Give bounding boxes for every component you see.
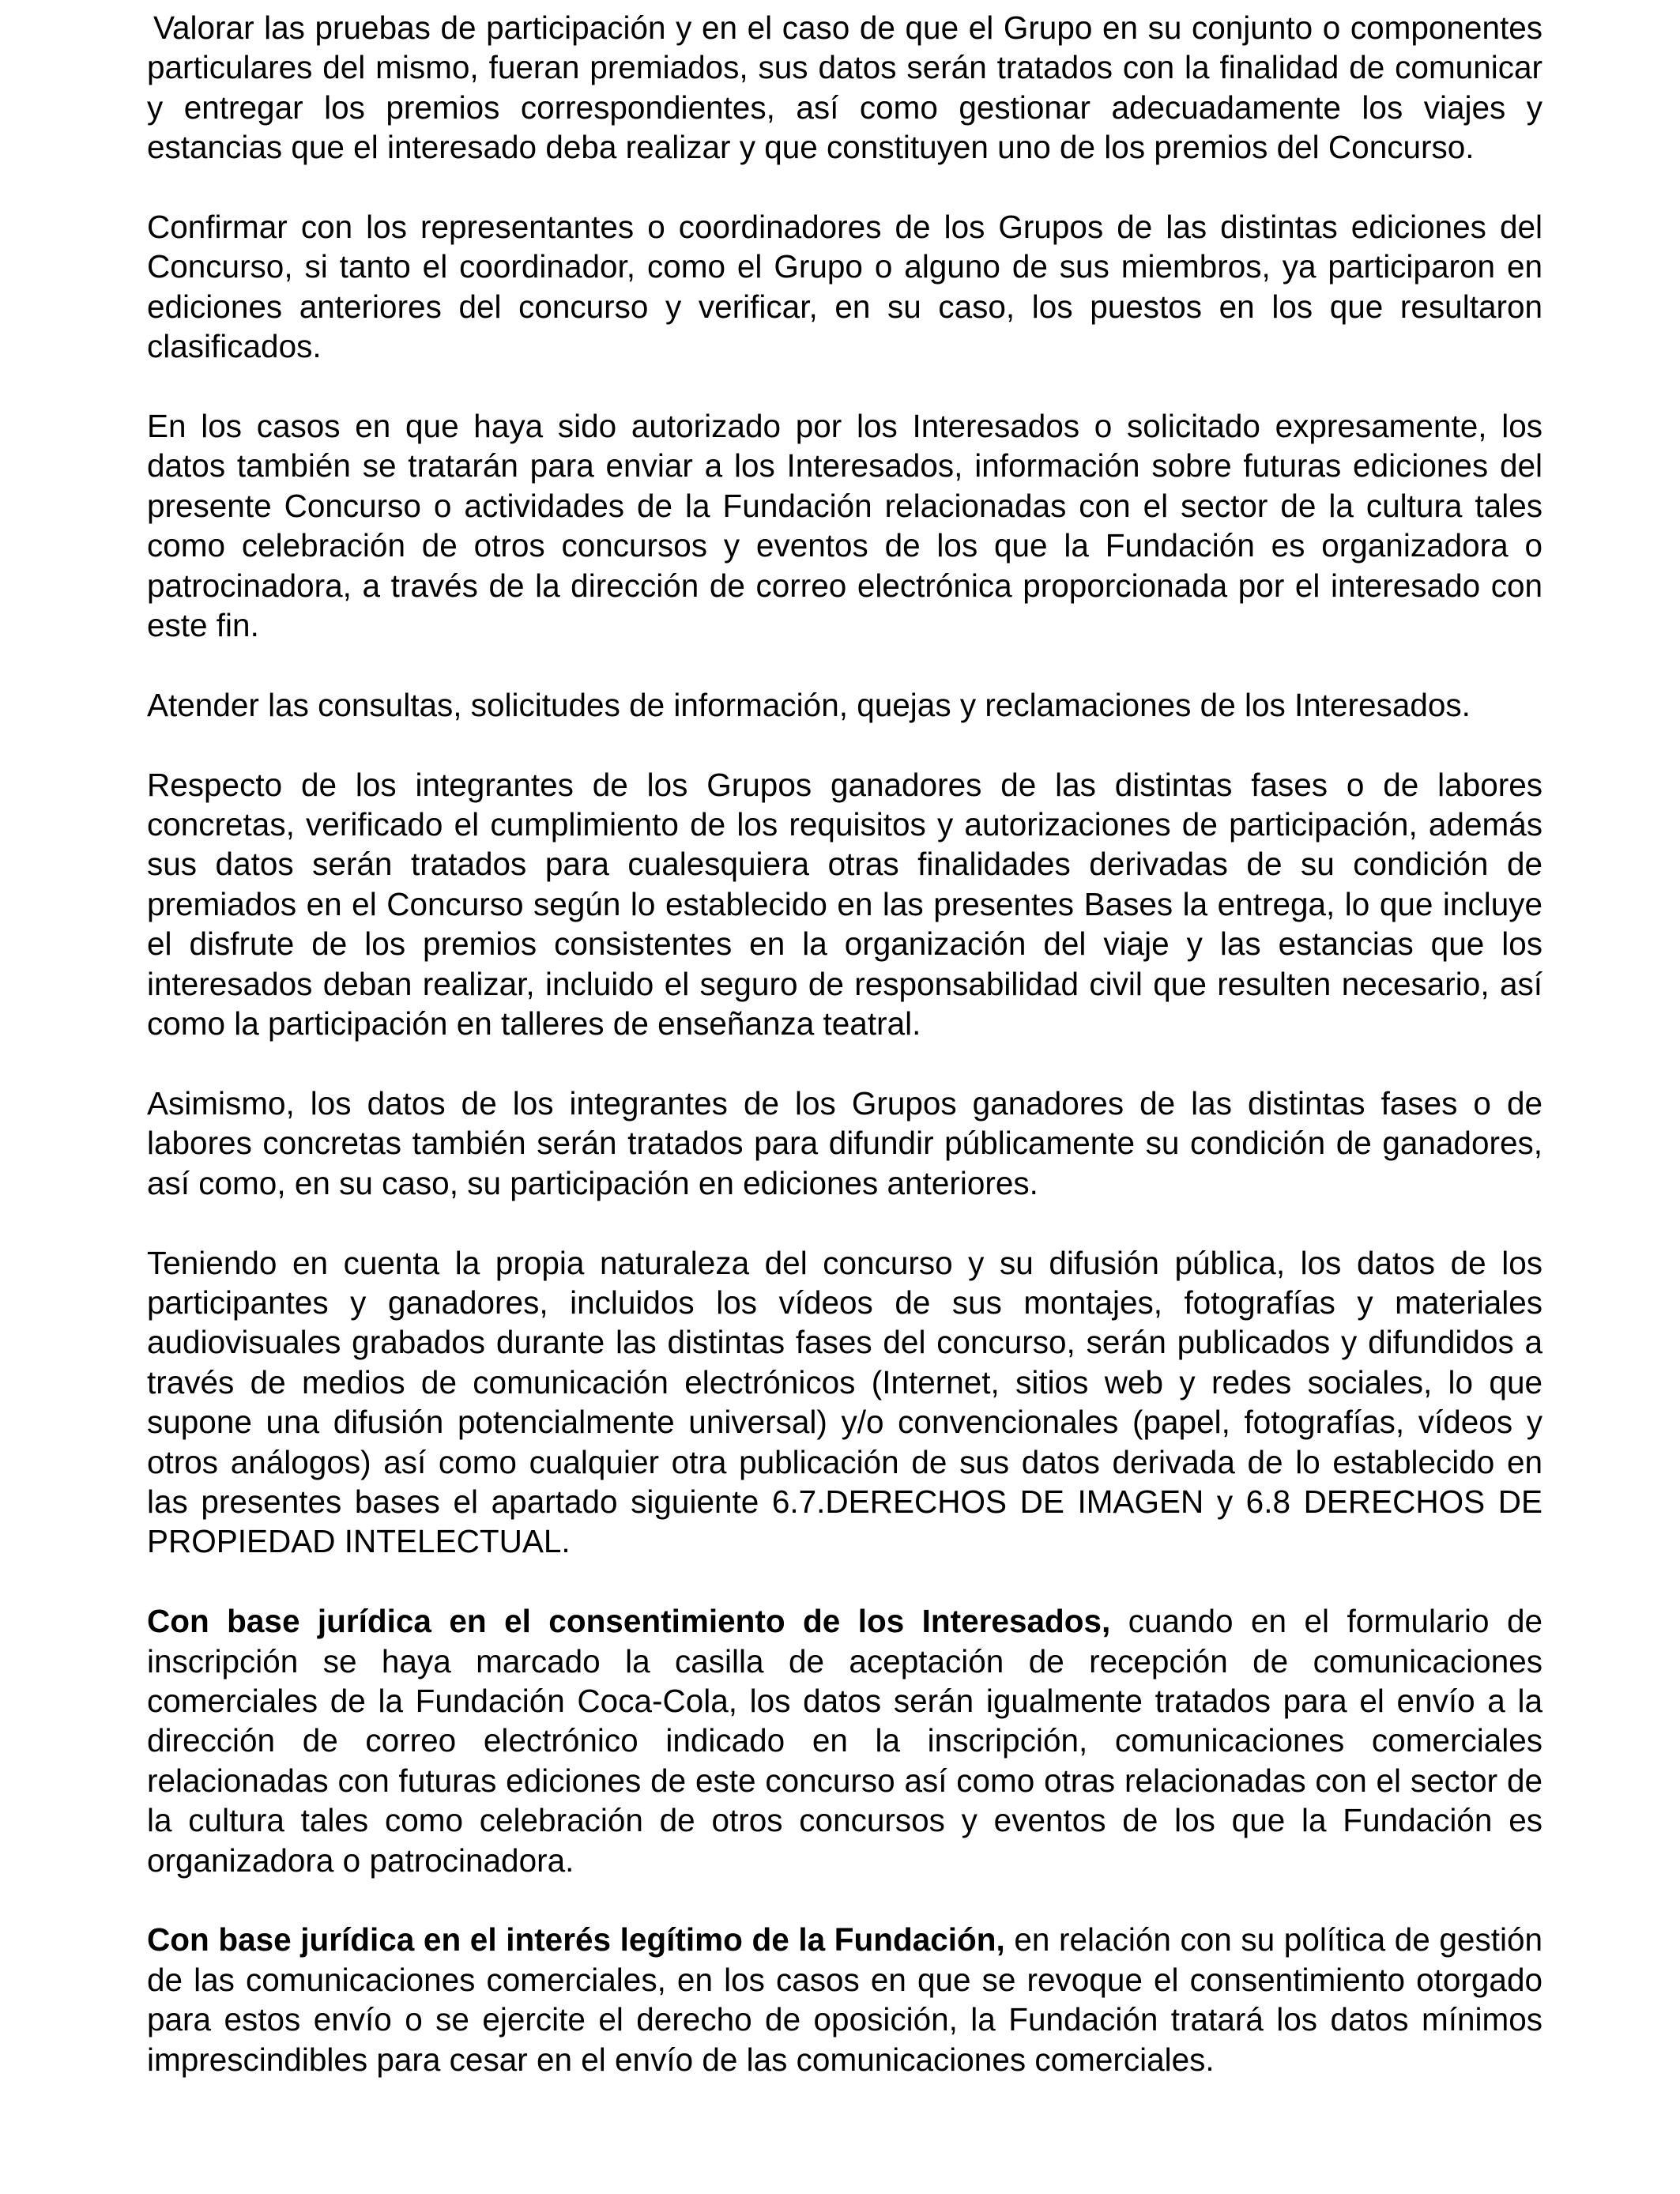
paragraph-lead-bold: Con base jurídica en el consentimiento de los Interesados, <box>147 1603 1111 1640</box>
paragraph-atender-consultas <box>147 685 1543 725</box>
paragraph-text: en relación con su política de gestión de las comunicaciones comerciales, en los casos en que se revoque el consentimiento otorgado para estos envío o se ejercite el derecho de oposición, la Fundación tratará los datos mínimos imprescindibles para cesar en el envío de las comunicaciones comerciales. <box>147 1921 1543 2078</box>
document-page <box>147 8 1543 2079</box>
paragraph-difusion-publica <box>147 1243 1543 1562</box>
paragraph-text: En los casos en que haya sido autorizado por los Interesados o solicitado expresamente, los datos también se tratarán para enviar a los Interesados, información sobre futuras ediciones del presente Concurso o actividades de la Fundación relacionadas con el sector de la cultura tales como celebración de otros concursos y eventos de los que la Fundación es organizadora o patrocinadora, a través de la dirección de correo electrónica proporcionada por el interesado con este fin. <box>147 408 1543 644</box>
paragraph-valorar-pruebas <box>147 8 1543 168</box>
paragraph-base-consentimiento <box>147 1601 1543 1880</box>
paragraph-text: Confirmar con los representantes o coordinadores de los Grupos de las distintas ediciones del Concurso, si tanto el coordinador, como el Grupo o alguno de sus miembros, ya participaron en ediciones anteriores del concurso y verificar, en su caso, los puestos en los que resultaron clasificados. <box>147 209 1543 365</box>
paragraph-text: Teniendo en cuenta la propia naturaleza del concurso y su difusión pública, los datos de los participantes y ganadores, incluidos los vídeos de sus montajes, fotografías y materiales audiovisuales grabados durante las distintas fases del concurso, serán publicados y difundidos a través de medios de comunicación electrónicos (Internet, sitios web y redes sociales, lo que supone una difusión potencialmente universal) y/o convencionales (papel, fotografías, vídeos y otros análogos) así como cualquier otra publicación de sus datos derivada de lo establecido en las presentes bases el apartado siguiente 6.7.DERECHOS DE IMAGEN y 6.8 DERECHOS DE PROPIEDAD INTELECTUAL. <box>147 1244 1543 1560</box>
paragraph-difusion-ganadores <box>147 1084 1543 1203</box>
paragraph-lead-bold: Con base jurídica en el interés legítimo de la Fundación, <box>147 1921 1005 1958</box>
paragraph-text: Valorar las pruebas de participación y en el caso de que el Grupo en su conjunto o componentes particulares del mismo, fueran premiados, sus datos serán tratados con la finalidad de comunicar y entregar los premios correspondientes, así como gestionar adecuadamente los viajes y estancias que el interesado deba realizar y que constituyen uno de los premios del Concurso. <box>147 9 1543 166</box>
paragraph-text: Asimismo, los datos de los integrantes de los Grupos ganadores de las distintas fases o de labores concretas también serán tratados para difundir públicamente su condición de ganadores, así como, en su caso, su participación en ediciones anteriores. <box>147 1084 1543 1201</box>
paragraph-base-interes-legitimo <box>147 1920 1543 2079</box>
paragraph-confirmar-coordinadores <box>147 207 1543 367</box>
paragraph-text: Respecto de los integrantes de los Grupos ganadores de las distintas fases o de labores concretas, verificado el cumplimiento de los requisitos y autorizaciones de participación, además sus datos serán tratados para cualesquiera otras finalidades derivadas de su condición de premiados en el Concurso según lo establecido en las presentes Bases la entrega, lo que incluye el disfrute de los premios consistentes en la organización del viaje y las estancias que los interesados deban realizar, incluido el seguro de responsabilidad civil que resulten necesario, así como la participación en talleres de enseñanza teatral. <box>147 766 1543 1042</box>
paragraph-informacion-futuras-ediciones <box>147 406 1543 645</box>
paragraph-text: cuando en el formulario de inscripción se haya marcado la casilla de aceptación de recepción de comunicaciones comerciales de la Fundación Coca-Cola, los datos serán igualmente tratados para el envío a la dirección de correo electrónico indicado en la inscripción, comunicaciones comerciales relacionadas con futuras ediciones de este concurso así como otras relacionadas con el sector de la cultura tales como celebración de otros concursos y eventos de los que la Fundación es organizadora o patrocinadora. <box>147 1603 1543 1879</box>
paragraph-grupos-ganadores <box>147 765 1543 1044</box>
paragraph-text: Atender las consultas, solicitudes de información, quejas y reclamaciones de los Interesados. <box>147 686 1471 723</box>
